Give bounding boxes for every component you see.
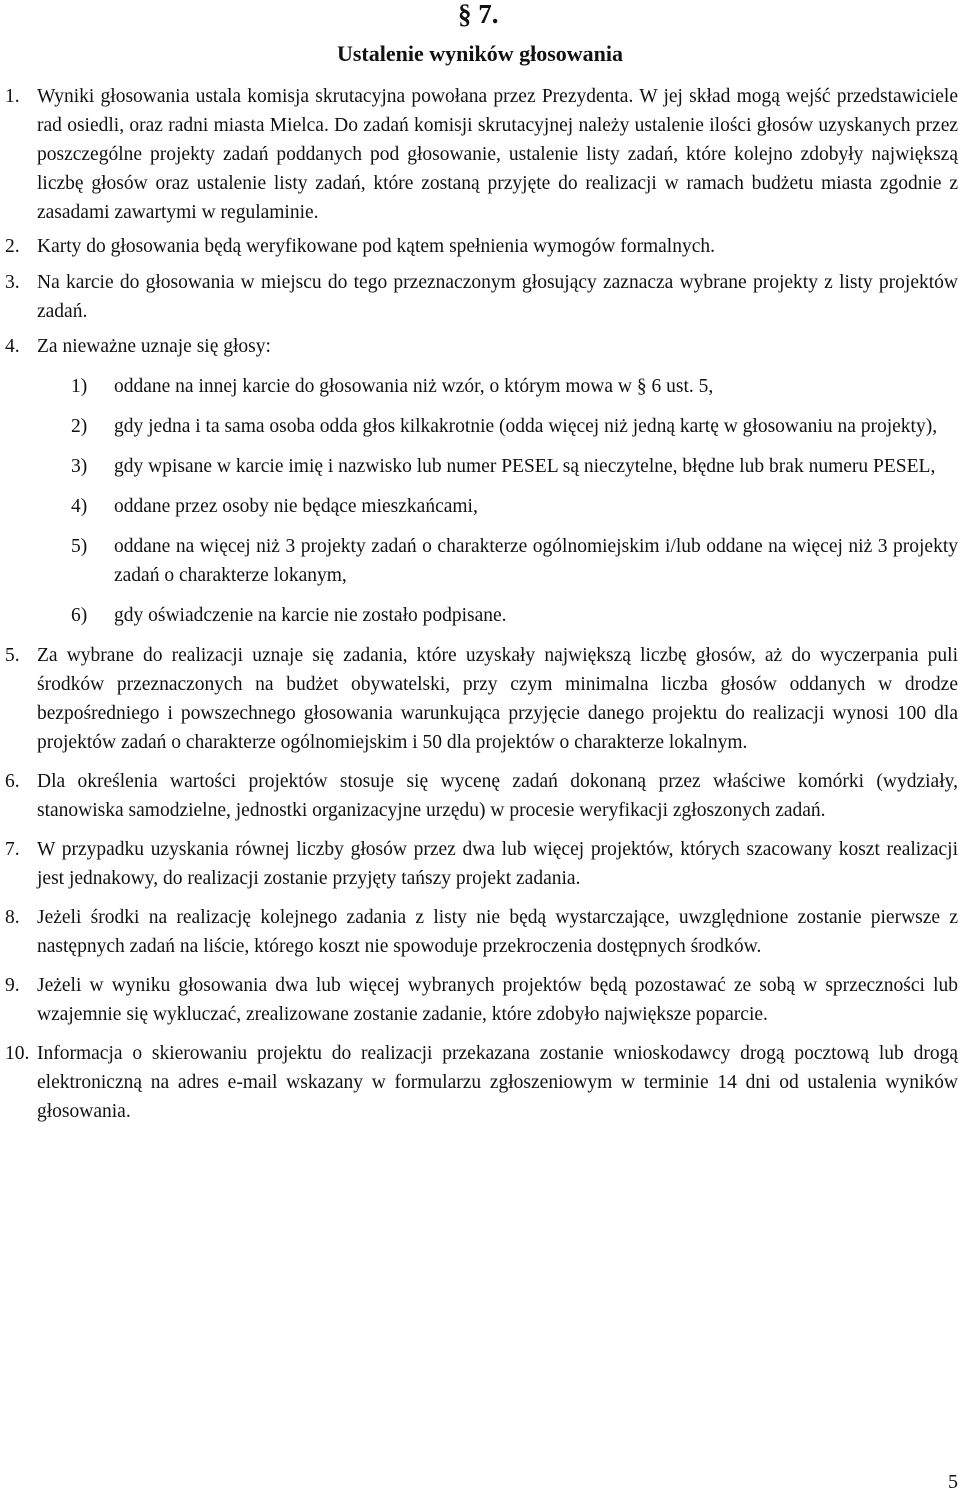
invalid-votes-list — [37, 372, 958, 630]
list-item — [37, 601, 958, 630]
paragraph-text: Dla określenia wartości projektów stosuje się wycenę zadań dokonaną przez właściwe komórki (wydziały, stanowiska samodzielne, jednostki organizacyjne urzędu) w procesie weryfikacji zgłoszonych zadań. — [37, 771, 958, 821]
paragraph-number: 3. — [5, 272, 20, 293]
list-item — [37, 452, 958, 481]
list-item-number: 2) — [71, 416, 88, 437]
list-item-text: oddane na innej karcie do głosowania niż wzór, o którym mowa w § 6 ust. 5, — [114, 376, 714, 397]
list-item-number: 1) — [71, 376, 88, 397]
section-number: § 7. — [458, 0, 499, 29]
list-item-number: 4) — [71, 496, 88, 517]
list-item-number: 6) — [71, 605, 88, 626]
paragraph-text: Wyniki głosowania ustala komisja skrutacyjna powołana przez Prezydenta. W jej skład mogą wejść przedstawiciele rad osiedli, oraz radni miasta Mielca. Do zadań komisji skrutacyjnej należy ustalenie ilości głosów uzyskanych przez poszczególne projekty zadań poddanych pod głosowanie, ustalenie listy zadań, które kolejno zdobyły największą liczbę głosów oraz ustalenie listy zadań, które zostaną przyjęte do realizacji w ramach budżetu miasta zgodnie z zasadami zawartymi w regulaminie. — [37, 86, 958, 223]
page-title: Ustalenie wyników głosowania — [336, 41, 624, 66]
list-item — [37, 372, 958, 401]
paragraph-text: Karty do głosowania będą weryfikowane pod kątem spełnienia wymogów formalnych. — [37, 236, 715, 257]
paragraph-number: 1. — [5, 86, 20, 107]
page-number: 5 — [948, 1471, 958, 1493]
list-item-text: gdy jedna i ta sama osoba odda głos kilkakrotnie (odda więcej niż jedną kartę w głosowaniu na projekty), — [114, 416, 938, 437]
list-item-number: 5) — [71, 536, 88, 557]
paragraph-text: Jeżeli w wyniku głosowania dwa lub więcej wybranych projektów będą pozostawać ze sobą w sprzeczności lub wzajemnie się wykluczać, zrealizowane zostanie zadanie, które zdobyło największe poparcie. — [37, 975, 958, 1025]
paragraph-6 — [5, 767, 958, 825]
paragraph-text: Za wybrane do realizacji uznaje się zadania, które uzyskały największą liczbę głosów, aż do wyczerpania puli środków przeznaczonych na budżet obywatelski, przy czym minimalna liczba głosów oddanych w drodze bezpośredniego i powszechnego głosowania warunkująca przyjęcie danego projektu do realizacji wynosi 100 dla projektów zadań o charakterze ogólnomiejskim i 50 dla projektów o charakterze lokalnym. — [37, 645, 958, 753]
paragraph-text: Na karcie do głosowania w miejscu do tego przeznaczonym głosujący zaznacza wybrane projekty z listy projektów zadań. — [37, 272, 958, 322]
list-item-text: oddane przez osoby nie będące mieszkańcami, — [114, 496, 478, 517]
paragraph-10 — [5, 1039, 958, 1126]
paragraph-2 — [5, 232, 958, 261]
paragraph-text: Jeżeli środki na realizację kolejnego zadania z listy nie będą wystarczające, uwzględnione zostanie pierwsze z następnych zadań na liście, którego koszt nie spowoduje przekroczenia dostępnych środków. — [37, 907, 958, 957]
list-item — [37, 532, 958, 590]
paragraph-text: W przypadku uzyskania równej liczby głosów przez dwa lub więcej projektów, których szacowany koszt realizacji jest jednakowy, do realizacji zostanie przyjęty tańszy projekt zadania. — [37, 839, 958, 889]
list-item-number: 3) — [71, 456, 88, 477]
paragraph-8 — [5, 903, 958, 961]
paragraph-text: Informacja o skierowaniu projektu do realizacji przekazana zostanie wnioskodawcy drogą pocztową lub drogą elektroniczną na adres e-mail wskazany w formularzu zgłoszeniowym w terminie 14 dni od ustalenia wyników głosowania. — [37, 1043, 958, 1122]
list-item-text: gdy oświadczenie na karcie nie zostało podpisane. — [114, 605, 507, 626]
list-item-text: oddane na więcej niż 3 projekty zadań o charakterze ogólnomiejskim i/lub oddane na więcej niż 3 projekty zadań o charakterze lokanym, — [114, 536, 958, 586]
list-item — [37, 492, 958, 521]
paragraph-9 — [5, 971, 958, 1029]
list-item — [37, 412, 958, 441]
paragraph-3 — [5, 268, 958, 326]
paragraph-5 — [5, 641, 958, 757]
paragraph-text: Za nieważne uznaje się głosy: — [37, 336, 271, 357]
paragraph-1 — [5, 82, 958, 227]
list-item-text: gdy wpisane w karcie imię i nazwisko lub numer PESEL są nieczytelne, błędne lub brak numeru PESEL, — [114, 456, 936, 477]
paragraph-7 — [5, 835, 958, 893]
paragraph-number: 10. — [5, 1043, 30, 1064]
paragraph-4 — [5, 332, 958, 630]
paragraph-number: 8. — [5, 907, 20, 928]
paragraph-number: 6. — [5, 771, 20, 792]
paragraph-number: 2. — [5, 236, 20, 257]
paragraph-number: 4. — [5, 336, 20, 357]
paragraph-number: 7. — [5, 839, 20, 860]
document-body — [5, 82, 958, 1126]
paragraph-number: 9. — [5, 975, 20, 996]
paragraph-number: 5. — [5, 645, 20, 666]
